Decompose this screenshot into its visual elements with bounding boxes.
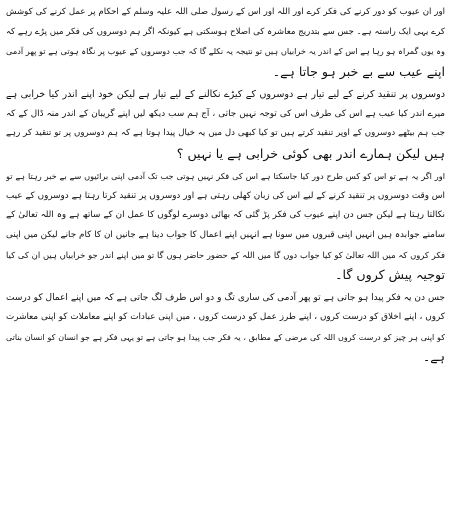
- text-line: ہیں لیکن ہمارے اندر بھی کوئی خرابی ہے یا نہیں ؟: [176, 145, 445, 161]
- text-line: کو اپنی ہر چیز کو درست کروں اللہ کی مرضی کے مطابق ، یہ فکر جب پیدا ہو جاتی ہے تو یہی فکر ہے جو انسان کو انسان بناتی: [6, 332, 445, 342]
- text-line: دوسروں پر تنقید کرنے کے لیے تیار ہے دوسروں کے کیڑے نکالنے کے لیے تیار ہے لیکن خود اپنے اندر کیا خرابی ہے: [6, 89, 445, 101]
- text-line: نکالتا رہتا ہے لیکن جس دن اپنے عیوب کی فکر پڑ گئی کہ بھائی دوسرے لوگوں کا عمل ان کے ساتھ ہے وہ اللہ تعالیٰ کے: [6, 210, 445, 221]
- text-line: سامنے جوابدہ ہیں انہیں اپنی قبروں میں سونا ہے انہیں اپنے اعمال کا جواب دینا ہے جانیں ان کا کام جانے لیکن میں اپنی: [6, 230, 445, 241]
- paragraph-4: [6, 289, 445, 367]
- text-line: اس وقت دوسروں پر تنقید کرنے کے لیے اس کی زبان کھلی رہتی ہے اور دوسروں پر تنقید کرتا رہتا ہے دوسروں کے عیب: [6, 190, 445, 201]
- text-line: وہ یوں گمراہ ہو رہا ہے اس کے اندر یہ خرابیاں ہیں تو نتیجہ یہ نکلے گا کہ جب دوسروں کے عیوب پر نگاہ ہوتی ہے تو پھر آدمی: [6, 46, 445, 57]
- paragraph-3: [6, 167, 445, 284]
- text-line: اور ان عیوب کو دور کرنے کی فکر کرے اور اللہ اور اس کے رسول صلی اللہ علیہ وسلم کے احکام پر عمل کرنے کی کوشش: [6, 7, 445, 17]
- text-line: توجیہ پیش کروں گا۔: [335, 267, 445, 283]
- text-line: کرے یہی ایک راستہ ہے۔ جس سے بتدریج معاشرہ کی اصلاح ہوسکتی ہے کیونکہ اگر ہم دوسروں کی فکر میں پڑے رہے کہ: [6, 26, 445, 37]
- text-line: کروں ، اپنے اخلاق کو درست کروں ، اپنے طرز عمل کو درست کروں ، میں اپنی عبادات کو اپنے معاملات کو اپنی معاشرت: [6, 312, 445, 323]
- paragraph-1: [6, 3, 445, 81]
- text-line: میرے اندر کیا عیب ہے اس کی طرف اس کی توجہ نہیں جاتی ، آج ہم سب دیکھ لیں اپنے گریبان کے اندر منہ ڈال کے کہ: [6, 108, 445, 119]
- paragraph-2: [6, 85, 445, 163]
- text-line: ہے۔: [422, 349, 445, 365]
- text-line: جب ہم بیٹھے دوسروں کے اوپر تنقید کرتے ہیں تو کیا کبھی دل میں یہ خیال پیدا ہوتا ہے کہ ہم دوسروں پر تو تنقید کر رہے: [6, 128, 445, 139]
- text-line: فکر کروں کہ میں اللہ تعالیٰ کو کیا جواب دوں گا میں اللہ کے حضور حاضر ہوں گا تو میں اپنے اندر جو خرابیاں ہیں ان کی کیا: [6, 249, 445, 260]
- text-line: جس دن یہ فکر پیدا ہو جاتی ہے تو پھر آدمی کی ساری تگ و دو اس طرف لگ جاتی ہے کہ میں اپنے اعمال کو درست: [6, 292, 445, 303]
- text-line: اپنے عیب سے بے خبر ہو جاتا ہے۔: [272, 63, 445, 79]
- text-line: اور اگر یہ ہے تو اس کو کس طرح دور کیا جاسکتا ہے اس کی فکر نہیں ہوتی جب تک آدمی اپنی برائیوں سے بے خبر رہتا ہے تو: [6, 171, 445, 182]
